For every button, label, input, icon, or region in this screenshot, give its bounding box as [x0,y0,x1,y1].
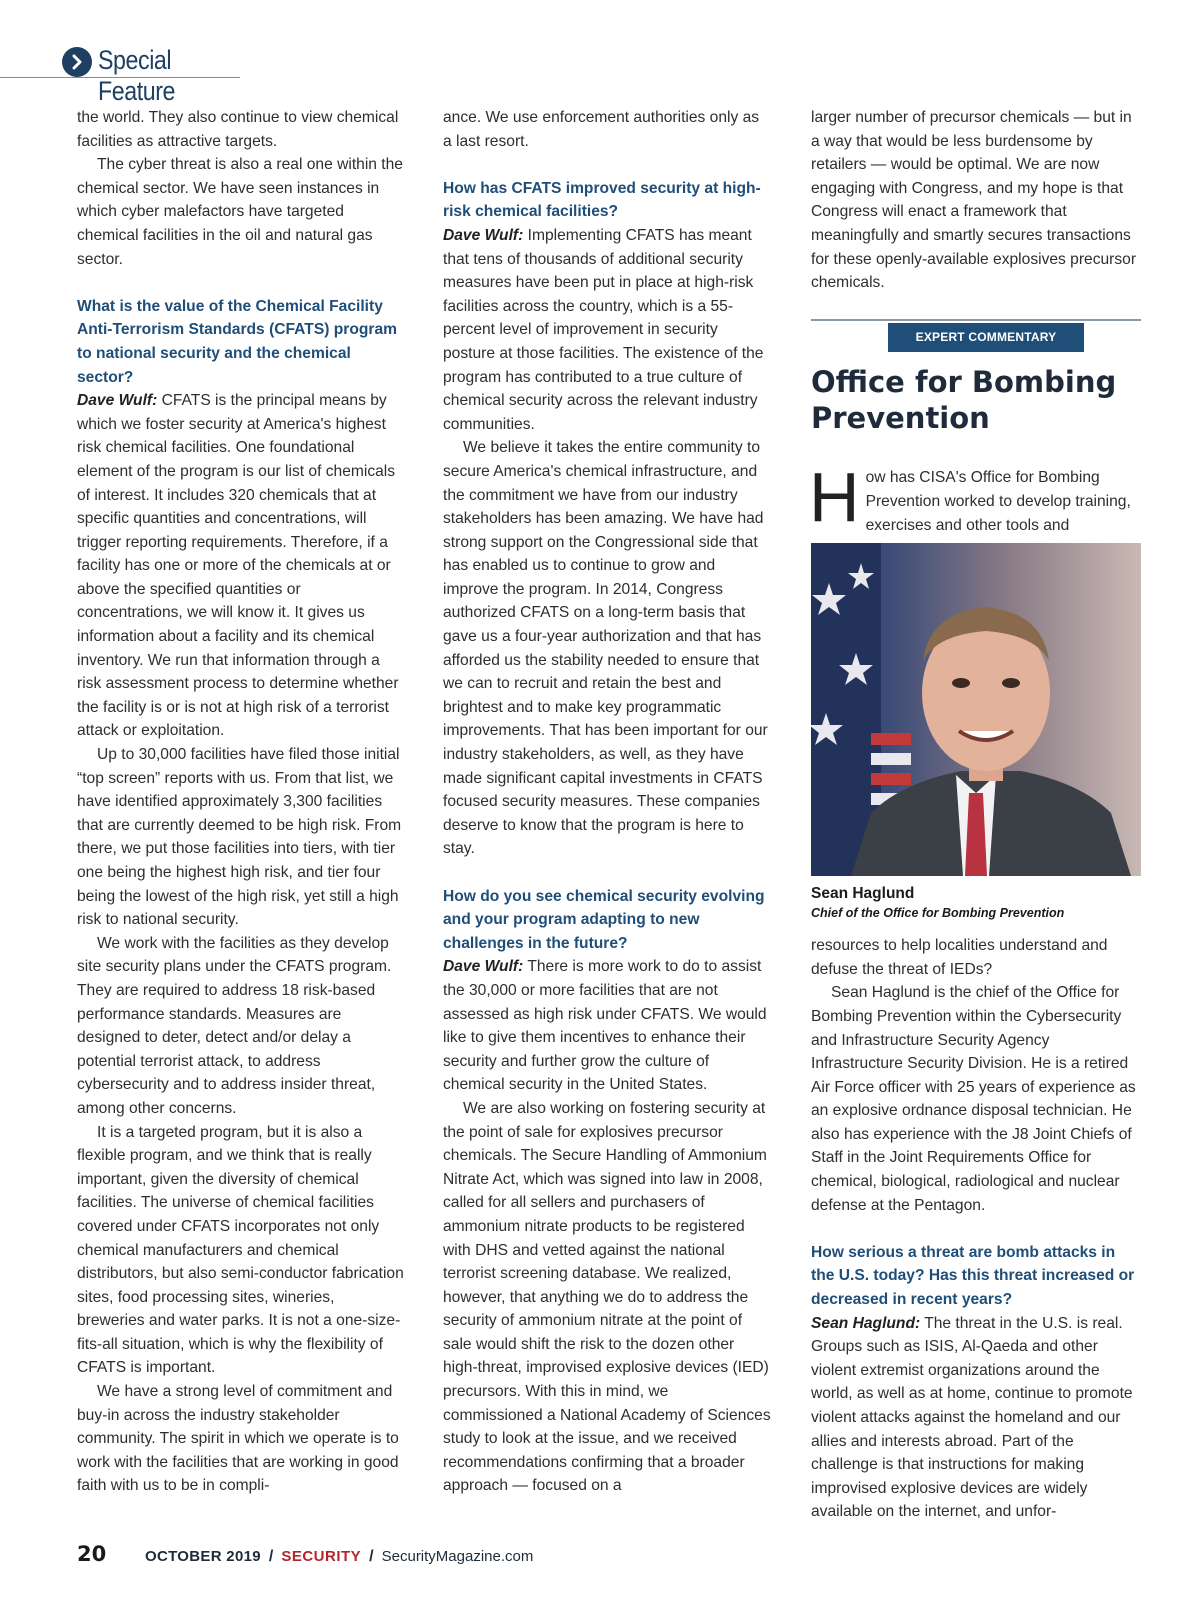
footer-separator: / [268,1548,274,1565]
paragraph: ance. We use enforcement authorities only as a last resort. [443,109,760,150]
paragraph: We believe it takes the entire community to secure America's chemical infrastructure, and the commitment we have from our industry stakeholders has been amazing. We have had strong support on the Congressional side that has enabled us to continue to grow and improve the program. In 2014, Congress authorized CFATS on a long-term basis that gave us a four-year authorization and that has afforded us the stability needed to ensure that we can to recruit and retain the best and brightest and to make key programmatic improvements. That has been important for our industry stakeholders, as well, as they have made significant capital investments in CFATS focused security measures. These companies deserve to know that the program is here to stay. [443,439,768,858]
question-heading: How serious a threat are bomb attacks in the U.S. today? Has this threat increased or decreased in recent years? [811,1243,1135,1309]
paragraph: larger number of precursor chemicals — but in a way that would be less burdensome by retailers — would be optimal. We are now engaging with Congress, and my hope is that Congress will enact a framework that meaningfully and smartly secures transactions for these openly-available explosives precursor chemicals. [811,109,1137,292]
portrait-photo [811,543,1141,876]
answer-paragraph [77,389,405,743]
intro-text: ow has CISA's Office for Bombing Prevention worked to develop training, exercises and other tools and [865,469,1131,534]
speaker-name: Dave Wulf: [77,392,158,410]
intro-paragraph [809,458,1141,537]
paragraph: resources to help localities understand and defuse the threat of IEDs? [811,937,1108,978]
question-heading: How has CFATS improved security at high-risk chemical facilities? [443,179,761,221]
paragraph: The cyber threat is also a real one within the chemical sector. We have seen instances in which cyber malefactors have targeted chemical facilities in the oil and natural gas sector. [77,156,403,268]
question-heading: What is the value of the Chemical Facility Anti-Terrorism Standards (CFATS) program to national security and the chemical sector? [77,297,397,386]
answer-text: The threat in the U.S. is real. Groups such as ISIS, Al-Qaeda and other violent extremist organizations around the world, as well as at home, continue to promote violent attacks against the homeland and our allies and interests abroad. Part of the challenge is that instructions for making improvised explosive devices are widely available on the internet, and unfor- [811,1314,1133,1521]
article-column-2 [443,106,771,1498]
answer-text: CFATS is the principal means by which we foster security at America's highest risk chemical facilities. One foundational element of the program is our list of chemicals of interest. It includes 320 chemicals that at specific quantities and concentrations, will trigger reporting requirements. Therefore, if a facility has one or more of the chemicals at or above the specified quantities or concentrations, we will know it. It gives us information about a facility and its chemical inventory. We run that information through a risk assessment process to determine whether the facility is or is not at high risk of a terrorist attack or exploitation. [77,392,399,740]
section-title: Special Feature [98,45,176,106]
chevron-right-icon [62,47,92,77]
website-link[interactable]: SecurityMagazine.com [381,1548,534,1565]
tag-wrapper [811,323,1141,353]
answer-paragraph [443,224,771,436]
speaker-name: Dave Wulf: [443,958,524,976]
drop-cap: H [809,458,860,537]
paragraph: Sean Haglund is the chief of the Office for Bombing Prevention within the Cybersecurity and Infrastructure Security Agency Infrastructure Security Division. He is a retired Air Force officer with 25 years of experience as an explosive ordnance disposal technician. He also has experience with the J8 Joint Chiefs of Staff in the Joint Requirements Office for chemical, biological, radiological and nuclear defense at the Pentagon. [811,984,1136,1214]
speaker-name: Dave Wulf: [443,226,524,244]
answer-paragraph [443,955,771,1097]
paragraph: We work with the facilities as they develop site security plans under the CFATS program. They are required to address 18 risk-based performance standards. Measures are designed to deter, detect and/or delay a potential terrorist attack, to address cybersecurity and to address insider threat, among other concerns. [77,934,392,1117]
footer-separator: / [369,1548,374,1565]
paragraph: We are also working on fostering security at the point of sale for explosives precursor chemicals. The Secure Handling of Ammonium Nitrate Act, which was signed into law in 2008, called for all sellers and purchasers of ammonium nitrate products to be registered with DHS and vetted against the national terrorist screening database. We realized, however, that anything we do to address the security of ammonium nitrate at the point of sale would shift the risk to the dozen other high-threat, improvised explosive devices (IED) precursors. With this in mind, we commissioned a National Academy of Sciences study to look at the issue, and we received recommendations confirming that a broader approach — focused on a [443,1099,771,1495]
photo-caption-title: Chief of the Office for Bombing Prevention [811,906,1065,921]
photo-caption-name: Sean Haglund [811,885,915,903]
speaker-name: Sean Haglund: [811,1314,921,1332]
sidebar-title: Office for Bombing Prevention [811,365,1117,436]
section-header [0,44,240,106]
magazine-brand: SECURITY [281,1548,362,1565]
paragraph: It is a targeted program, but it is also a flexible program, and we think that is really important, given the diversity of chemical facilities. The universe of chemical facilities covered under CFATS incorporates not only chemical manufacturers and chemical distributors, but also semi-conductor fabrication sites, food processing sites, wineries, breweries and water parks. It is not a one-size-fits-all situation, which is why the flexibility of CFATS is important. [77,1123,404,1377]
page-number: 20 [77,1542,107,1566]
article-column-1 [77,106,405,1498]
page-footer [77,1542,533,1566]
question-heading: How do you see chemical security evolving and your program adapting to new challenges in the future? [443,887,765,952]
paragraph: Up to 30,000 facilities have filed those initial “top screen” reports with us. From that list, we have identified approximately 3,300 facilities that are currently deemed to be high risk. From there, we put those facilities into tiers, with tier one being the highest high risk, and tier four being the lowest of the high risk, yet still a high risk to national security. [77,746,402,929]
paragraph: We have a strong level of commitment and buy-in across the industry stakeholder community. The spirit in which we operate is to work with the facilities that are working in good faith with us to be in compli- [77,1383,399,1495]
issue-date: OCTOBER 2019 [145,1548,261,1565]
answer-paragraph [811,1312,1141,1524]
article-column-3 [811,106,1141,1524]
paragraph: the world. They also continue to view chemical facilities as attractive targets. [77,109,399,150]
expert-commentary-tag: EXPERT COMMENTARY [888,323,1085,353]
answer-text: Implementing CFATS has meant that tens of thousands of additional security measures have been put in place at high-risk facilities across the country, which is a 55-percent level of improvement in security posture at those facilities. The existence of the program has contributed to a true culture of chemical security across the relevant industry communities. [443,226,764,433]
section-divider [811,319,1141,321]
answer-text: There is more work to do to assist the 30,000 or more facilities that are not assessed as high risk under CFATS. We would like to give them incentives to enhance their security and further grow the culture of chemical security in the United States. [443,958,767,1094]
